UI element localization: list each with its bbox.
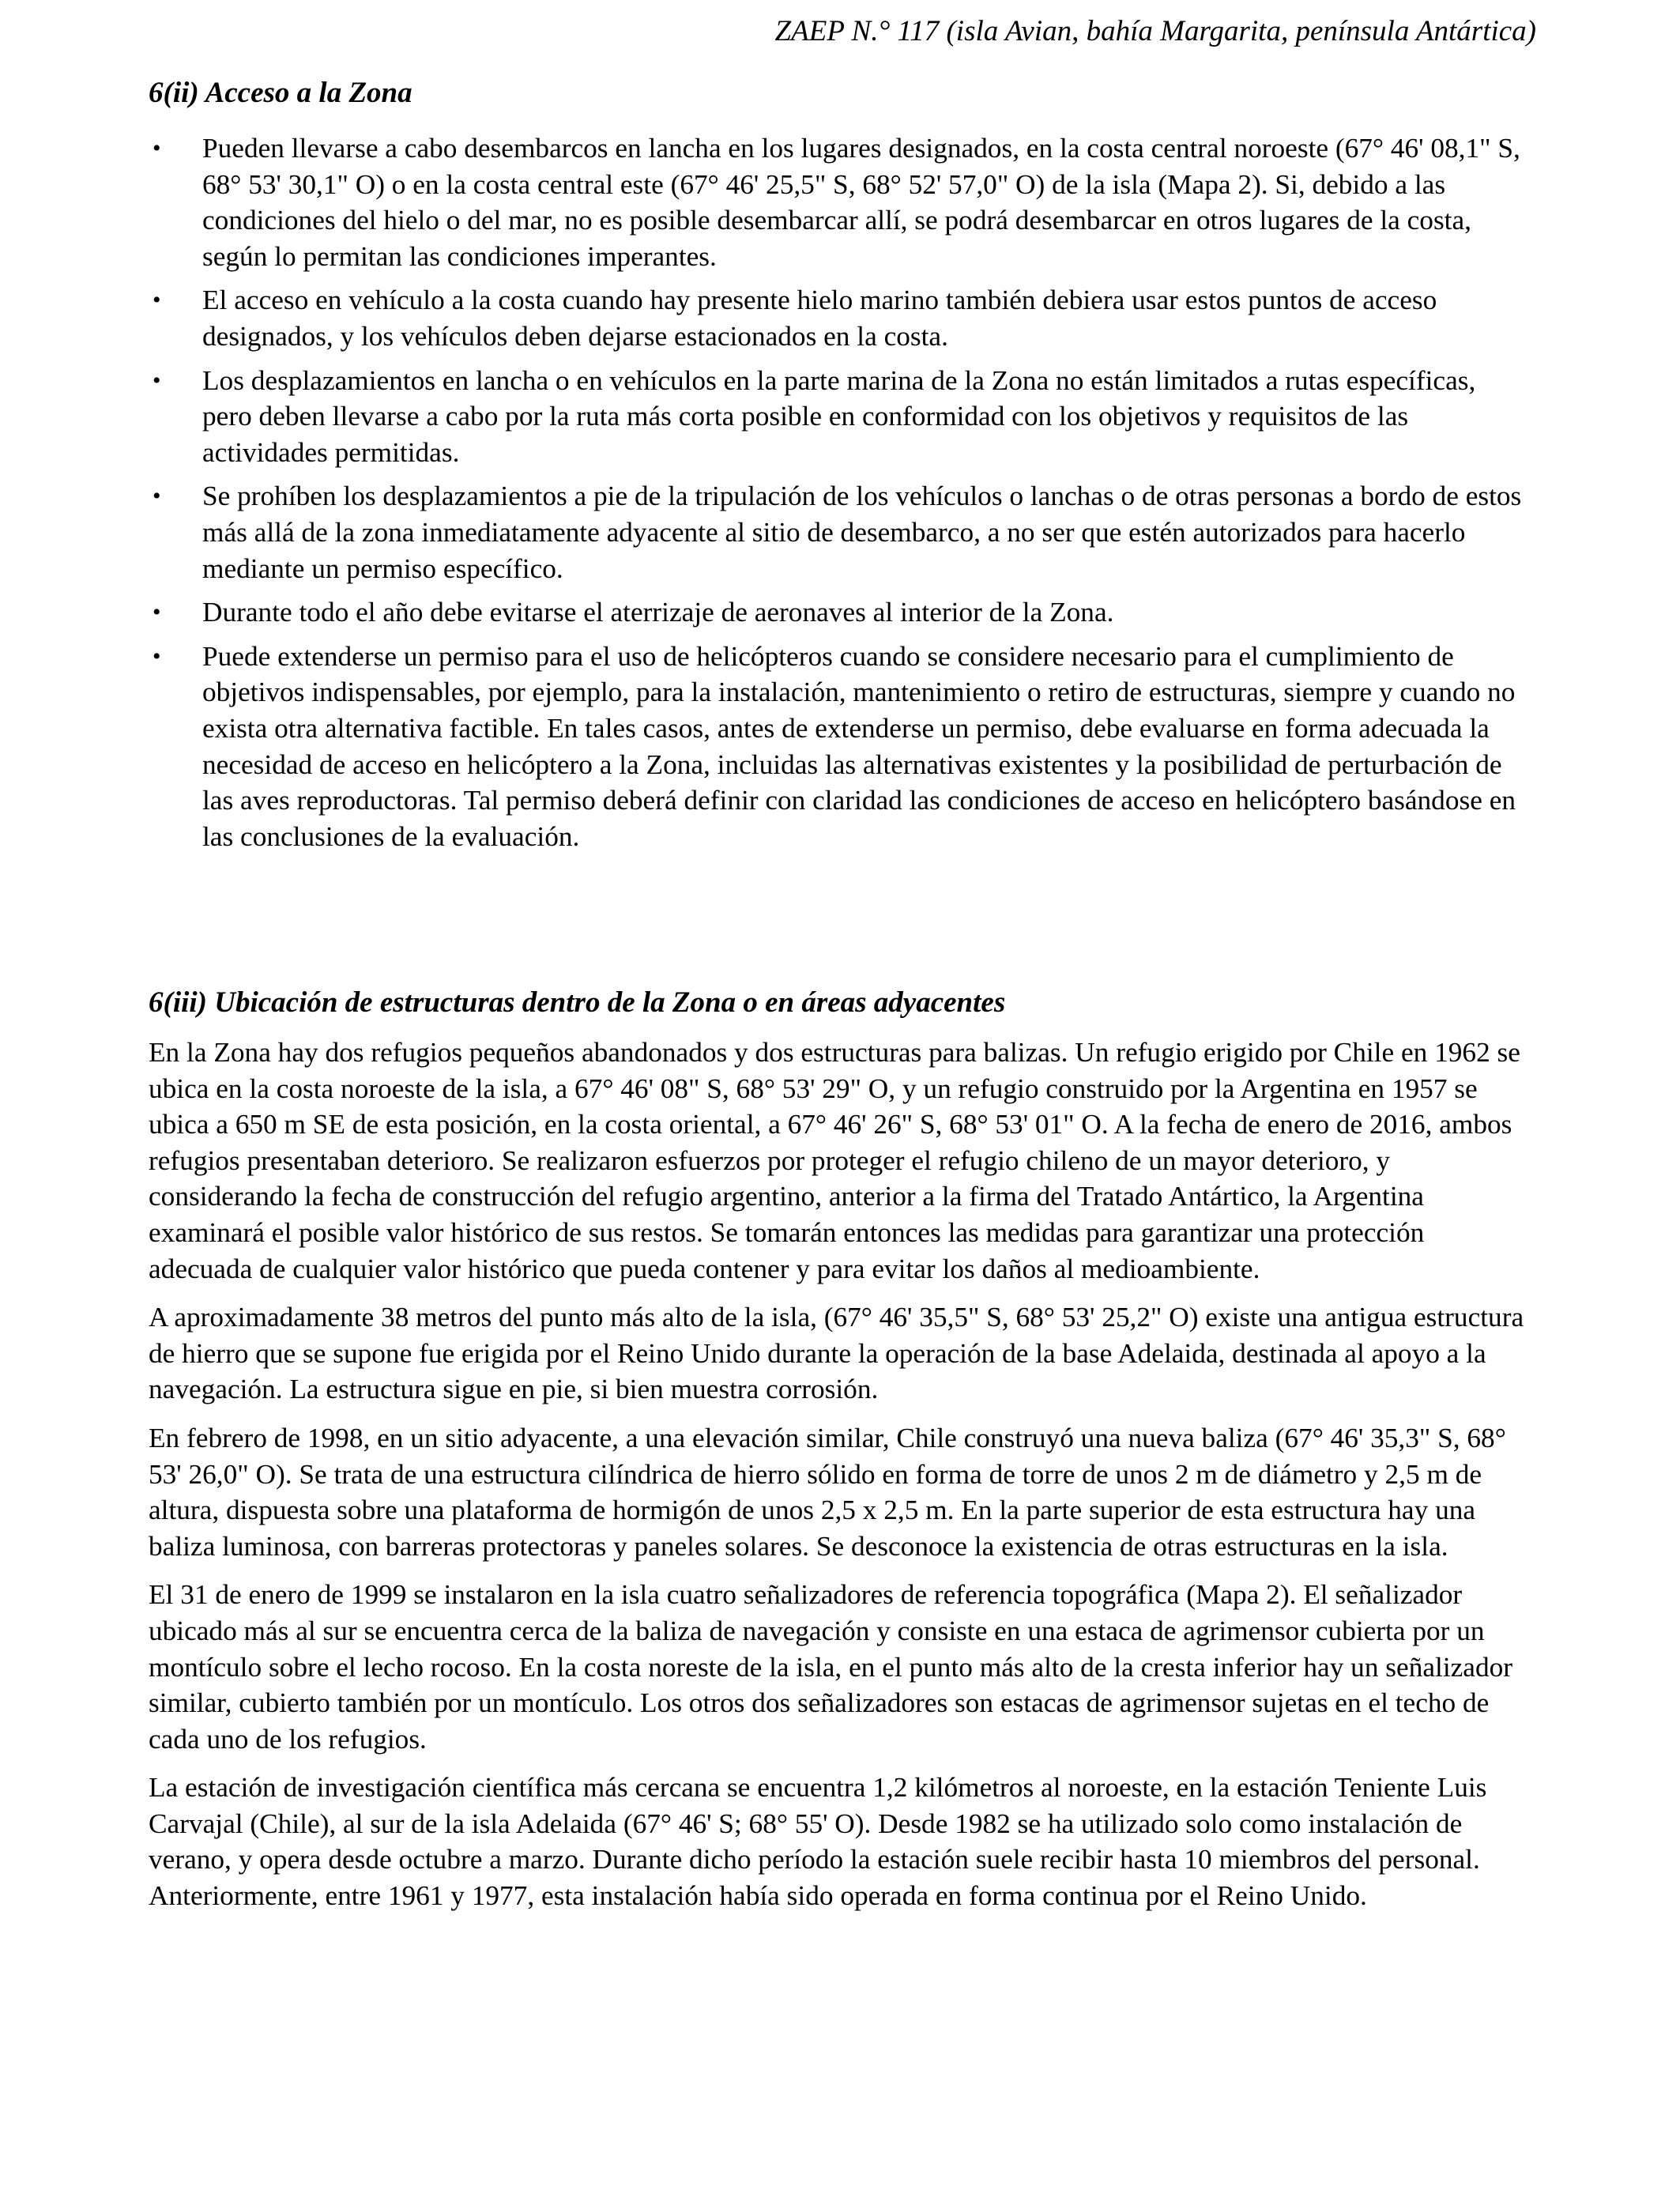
list-item-text: Durante todo el año debe evitarse el aterrizaje de aeronaves al interior de la Zona. [202,597,1114,628]
list-item [149,639,1531,855]
running-header: ZAEP N.° 117 (isla Avian, bahía Margarita, península Antártica) [774,15,1536,47]
paragraph: A aproximadamente 38 metros del punto más alto de la isla, (67° 46' 35,5" S, 68° 53' 25,2" O) existe una antigua estructura de hierro que se supone fue erigida por el Reino Unido durante la operación de la base Adelaida, destinada al apoyo a la navegación. La estructura sigue en pie, si bien muestra corrosión. [149,1302,1524,1405]
bullet-icon: • [153,483,161,510]
list-item [149,130,1531,274]
bullet-icon: • [153,643,161,669]
list-item [149,282,1531,354]
bullet-icon: • [153,599,161,626]
list-item-text: Los desplazamientos en lancha o en vehículos en la parte marina de la Zona no están limitados a rutas específicas, pero deben llevarse a cabo por la ruta más corta posible en conformidad con los objetivos y requisitos de las actividades permitidas. [202,364,1476,468]
list-item-text: Pueden llevarse a cabo desembarcos en lancha en los lugares designados, en la costa central noroeste (67° 46' 08,1" S, 68° 53' 30,1" O) o en la costa central este (67° 46' 25,5" S, 68° 52' 57,0" O) de la isla (Mapa 2). Si, debido a las condiciones del hielo o del mar, no es posible desembarcar allí, se podrá desembarcar en otros lugares de la costa, según lo permitan las condiciones imperantes. [202,133,1520,272]
section-heading-structures: 6(iii) Ubicación de estructuras dentro de la Zona o en áreas adyacentes [149,986,1006,1019]
section-heading-access: 6(ii) Acceso a la Zona [149,77,412,109]
bullet-icon: • [153,135,161,161]
access-bullet-list [149,130,1531,862]
list-item [149,594,1531,631]
list-item-text: Se prohíben los desplazamientos a pie de la tripulación de los vehículos o lanchas o de otras personas a bordo de estos más allá de la zona inmediatamente adyacente al sitio de desembarco, a no ser que estén autorizados para hacerlo mediante un permiso específico. [202,481,1522,584]
paragraph: El 31 de enero de 1999 se instalaron en la isla cuatro señalizadores de referencia topográfica (Mapa 2). El señalizador ubicado más al sur se encuentra cerca de la baliza de navegación y consiste en una estaca de agrimensor cubierta por un montículo sobre el lecho rocoso. En la costa noreste de la isla, en el punto más alto de la cresta inferior hay un señalizador similar, cubierto también por un montículo. Los otros dos señalizadores son estacas de agrimensor sujetas en el techo de cada uno de los refugios. [149,1579,1513,1755]
document-page [149,0,1536,2194]
paragraph: En febrero de 1998, en un sitio adyacente, a una elevación similar, Chile construyó una nueva baliza (67° 46' 35,3" S, 68° 53' 26,0" O). Se trata de una estructura cilíndrica de hierro sólido en forma de torre de unos 2 m de diámetro y 2,5 m de altura, dispuesta sobre una plataforma de hormigón de unos 2,5 x 2,5 m. En la parte superior de esta estructura hay una baliza luminosa, con barreras protectoras y paneles solares. Se desconoce la existencia de otras estructuras en la isla. [149,1422,1506,1562]
bullet-icon: • [153,287,161,314]
list-item [149,478,1531,586]
list-item-text: Puede extenderse un permiso para el uso de helicópteros cuando se considere necesario para el cumplimiento de objetivos indispensables, por ejemplo, para la instalación, mantenimiento o retiro de estructuras, siempre y cuando no exista otra alternativa factible. En tales casos, antes de extenderse un permiso, debe evaluarse en forma adecuada la necesidad de acceso en helicóptero a la Zona, incluidas las alternativas existentes y la posibilidad de perturbación de las aves reproductoras. Tal permiso deberá definir con claridad las condiciones de acceso en helicóptero basándose en las conclusiones de la evaluación. [202,640,1516,852]
structures-body [149,1035,1531,1927]
paragraph: En la Zona hay dos refugios pequeños abandonados y dos estructuras para balizas. Un refugio erigido por Chile en 1962 se ubica en la costa noroeste de la isla, a 67° 46' 08" S, 68° 53' 29" O, y un refugio construido por la Argentina en 1957 se ubica a 650 m SE de esta posición, en la costa oriental, a 67° 46' 26" S, 68° 53' 01" O. A la fecha de enero de 2016, ambos refugios presentaban deterioro. Se realizaron esfuerzos por proteger el refugio chileno de un mayor deterioro, y considerando la fecha de construcción del refugio argentino, anterior a la firma del Tratado Antártico, la Argentina examinará el posible valor histórico de sus restos. Se tomarán entonces las medidas para garantizar una protección adecuada de cualquier valor histórico que pueda contener y para evitar los daños al medioambiente. [149,1037,1520,1284]
bullet-icon: • [153,367,161,394]
list-item-text: El acceso en vehículo a la costa cuando hay presente hielo marino también debiera usar estos puntos de acceso designados, y los vehículos deben dejarse estacionados en la costa. [202,285,1437,352]
list-item [149,363,1531,471]
paragraph: La estación de investigación científica más cercana se encuentra 1,2 kilómetros al noroeste, en la estación Teniente Luis Carvajal (Chile), al sur de la isla Adelaida (67° 46' S; 68° 55' O). Desde 1982 se ha utilizado solo como instalación de verano, y opera desde octubre a marzo. Durante dicho período la estación suele recibir hasta 10 miembros del personal. Anteriormente, entre 1961 y 1977, esta instalación había sido operada en forma continua por el Reino Unido. [149,1772,1487,1912]
